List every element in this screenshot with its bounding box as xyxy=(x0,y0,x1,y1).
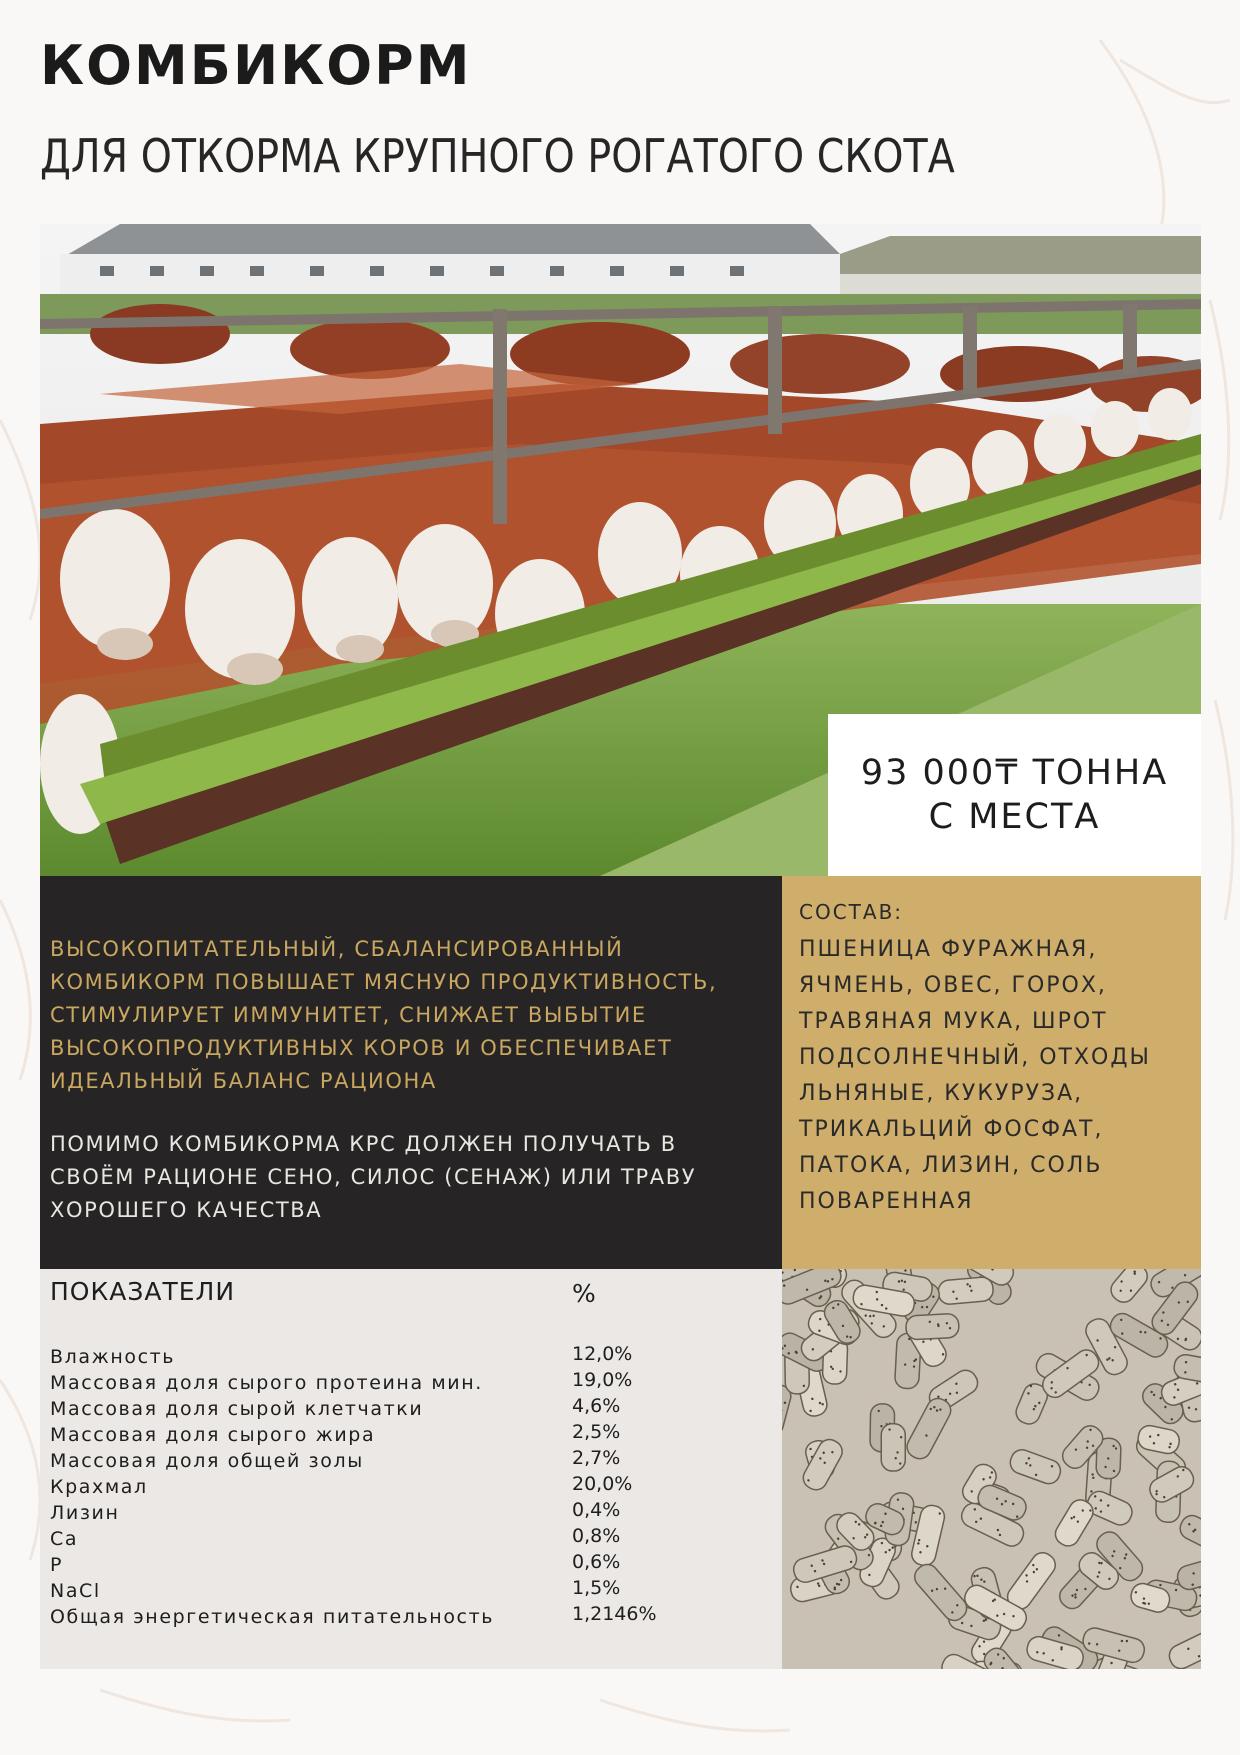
indicators-table xyxy=(40,1269,782,1669)
table-row-value: 1,5% xyxy=(572,1577,621,1599)
table-row-name: NaCl xyxy=(50,1580,101,1602)
description-panel xyxy=(40,876,782,1269)
indicators-header-percent: % xyxy=(572,1279,596,1308)
composition-label: СОСТАВ: xyxy=(799,900,904,924)
table-row-name: Влажность xyxy=(50,1346,176,1368)
price-terms: С МЕСТА xyxy=(928,797,1101,837)
table-row-value: 12,0% xyxy=(572,1343,633,1365)
table-row-value: 2,5% xyxy=(572,1421,621,1443)
price-box xyxy=(828,714,1201,876)
table-row-name: Лизин xyxy=(50,1502,120,1524)
table-row-value: 19,0% xyxy=(572,1369,633,1391)
table-row-value: 0,6% xyxy=(572,1551,621,1573)
table-row-value: 0,4% xyxy=(572,1499,621,1521)
table-row-name: Массовая доля сырого жира xyxy=(50,1424,376,1446)
composition-panel xyxy=(782,876,1201,1269)
table-row-name: Крахмал xyxy=(50,1476,148,1498)
table-row-name: Общая энергетическая питательность xyxy=(50,1606,495,1628)
indicators-header-name: ПОКАЗАТЕЛИ xyxy=(50,1277,236,1306)
price-value: 93 000₸ ТОННА xyxy=(860,753,1169,793)
table-row-value: 20,0% xyxy=(572,1473,633,1495)
table-row-name: Массовая доля общей золы xyxy=(50,1450,364,1472)
composition-text: ПШЕНИЦА ФУРАЖНАЯ, ЯЧМЕНЬ, ОВЕС, ГОРОХ, ТРАВЯНАЯ МУКА, ШРОТ ПОДСОЛНЕЧНЫЙ, ОТХОДЫ ЛЬНЯНЫЕ, КУКУРУЗА, ТРИКАЛЬЦИЙ ФОСФАТ, ПАТОКА, ЛИЗИН, СОЛЬ ПОВАРЕННАЯ xyxy=(799,937,1151,1214)
table-row-name: Ca xyxy=(50,1528,79,1550)
table-row-value: 1,2146% xyxy=(572,1603,657,1625)
table-row-value: 0,8% xyxy=(572,1525,621,1547)
table-row-name: Массовая доля сырого протеина мин. xyxy=(50,1372,483,1394)
page-title: КОМБИКОРМ xyxy=(40,34,472,97)
table-row-value: 2,7% xyxy=(572,1447,621,1469)
feeding-advice-text: ПОМИМО КОМБИКОРМА КРС ДОЛЖЕН ПОЛУЧАТЬ В СВОЁМ РАЦИОНЕ СЕНО, СИЛОС (СЕНАЖ) ИЛИ ТРАВУ ХОРОШЕГО КАЧЕСТВА xyxy=(50,1132,697,1222)
table-row-value: 4,6% xyxy=(572,1395,621,1417)
page-subtitle: ДЛЯ ОТКОРМА КРУПНОГО РОГАТОГО СКОТА xyxy=(40,129,955,183)
feed-pellets-photo xyxy=(782,1269,1201,1669)
benefits-text: ВЫСОКОПИТАТЕЛЬНЫЙ, СБАЛАНСИРОВАННЫЙ КОМБИКОРМ ПОВЫШАЕТ МЯСНУЮ ПРОДУКТИВНОСТЬ, СТИМУЛИРУЕТ ИММУНИТЕТ, СНИЖАЕТ ВЫБЫТИЕ ВЫСОКОПРОДУКТИВНЫХ КОРОВ И ОБЕСПЕЧИВАЕТ ИДЕАЛЬНЫЙ БАЛАНС РАЦИОНА xyxy=(50,937,718,1093)
table-row-name: Массовая доля сырой клетчатки xyxy=(50,1398,424,1420)
table-row-name: P xyxy=(50,1554,64,1576)
